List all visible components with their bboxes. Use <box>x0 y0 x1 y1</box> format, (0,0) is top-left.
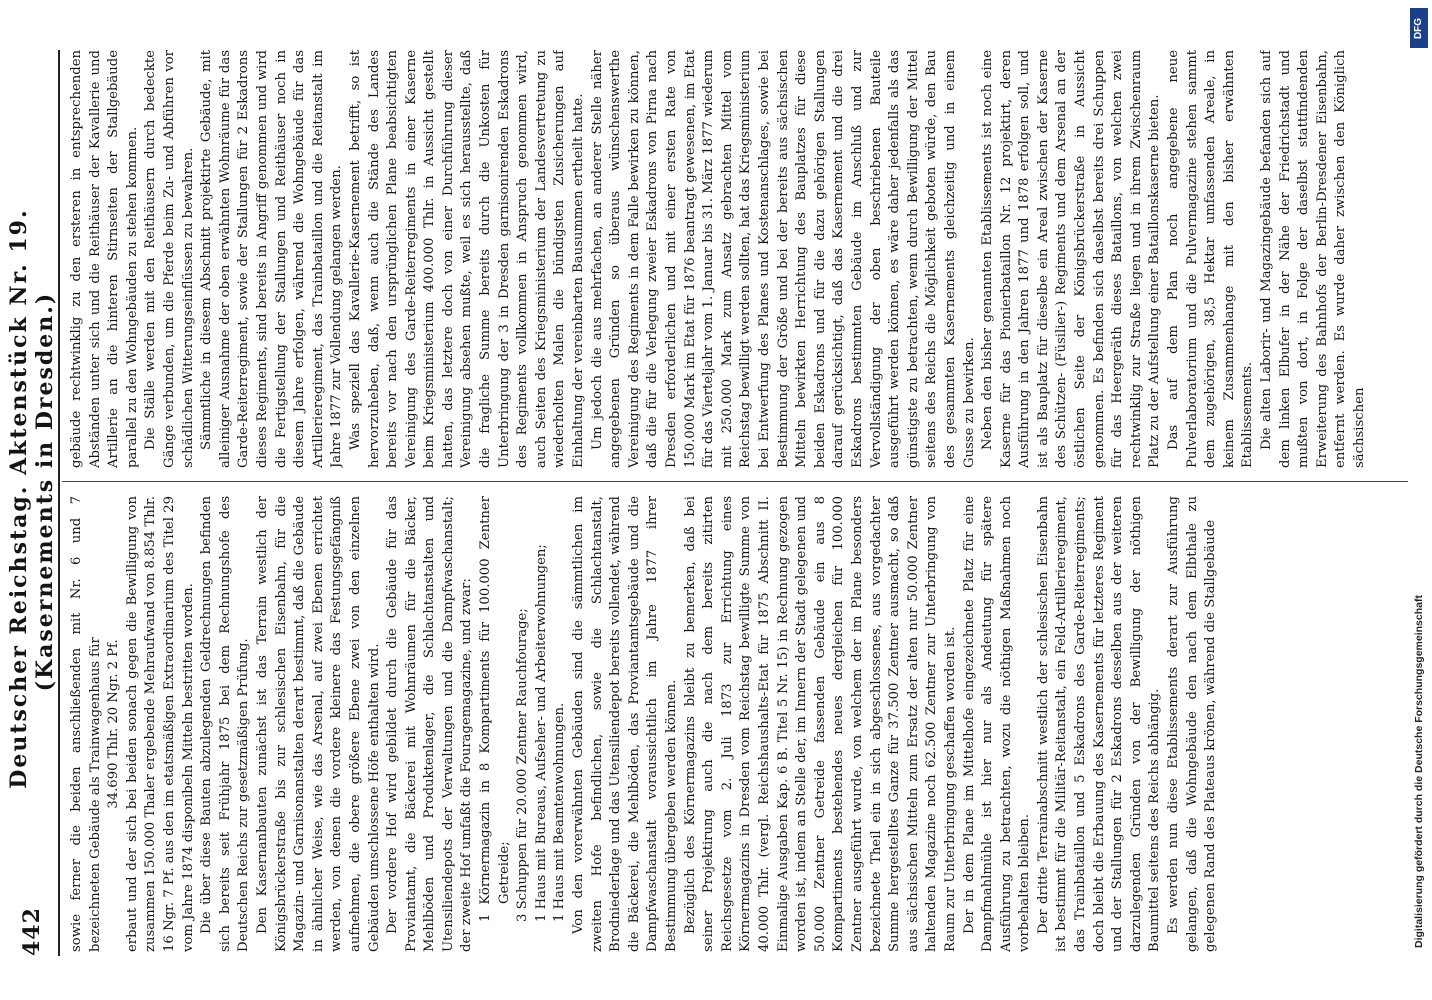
paragraph: Die Ställe werden mit den Reithäusern durch bedeckte Gänge verbunden, um die Pferde beim Zu- und Abführen vor schädlichen Witterungseinflüssen zu bewahren. <box>143 50 196 468</box>
paragraph: gebäude rechtwinklig zu den ersteren in entsprechenden Abständen unter sich und die Reithäuser der Kavallerie und Artillerie an die hinteren Stirnseiten der Stallgebäude parallel zu den Wohngebäuden zu stehen kommen. <box>69 50 140 468</box>
paragraph: Die über diese Bauten abzulegenden Geldrechnungen befinden sich bereits seit Frühjahr 1875 bei dem Rechnungshofe des Deutschen Reichs zur gesetzmäßigen Prüfung. <box>199 496 252 952</box>
column-divider <box>62 481 1408 482</box>
paragraph: Der vordere Hof wird gebildet durch die Gebäude für das Proviantamt, die Bäckerei mit Wohnräumen für die Bäcker, Mehlböden und Produktenlager, die Schlachtanstalten und Utensiliendepots der Verwaltungen und die Dampfwaschanstalt; der zweite Hof umfaßt die Fouragemagazine, und zwar: <box>385 496 475 952</box>
paragraph: sowie ferner die beiden anschließenden mit Nr. 6 und 7 bezeichneten Gebäude als Trainwagenhaus für <box>69 496 103 952</box>
paragraph: Von den vorerwähnten Gebäuden sind die sämmtlichen im zweiten Hofe befindlichen, sowie die Schlachtanstalt, Brodniederlage und das Utensiliendepot bereits vollendet, während die Bäckerei, die Mehlböden, das Proviantamtsgebäude und die Dampfwaschanstalt voraussichtlich im Jahre 1877 ihrer Bestimmung übergeben werden können. <box>571 496 679 952</box>
paragraph: Neben den bisher genannten Etablissements ist noch eine Kaserne für das Pionierbataillon Nr. 12 projektirt, deren Ausführung in den Jahren 1877 und 1878 erfolgen soll, und ist als Bauplatz für dieselbe ein Areal zwischen der Kaserne des Schützen- (Füsilier-) Regiments und dem Arsenal an der östlichen Seite der Königsbrückerstraße in Aussicht genommen. Es befinden sich daselbst bereits drei Schuppen für das Heergeräth dieses Bataillons, von welchen zwei rechtwinklig zur Straße liegen und in ihrem Zwischenraum Platz zu der Aufstellung einer Bataillonskaserne bieten. <box>980 50 1163 468</box>
paragraph: Was speziell das Kavallerie-Kasernement betrifft, so ist hervorzuheben, daß, wenn auch die Stände des Landes bereits vor nach den ursprünglichen Plane beabsichtigten Vereinigung des Garde-Reiterregiments in einer Kaserne beim Kriegsministerium 400.000 Thlr. in Aussicht gestellt hatten, das letztere doch von einer Durchführung dieser Vereinigung absehen mußte, weil es sich herausstellte, daß die fragliche Summe bereits durch die Unkosten für Unterbringung der 3 in Dresden garnisonirenden Eskadrons des Regiments vollkommen in Anspruch genommen wird, auch Seiten des Kriegsministerium der Landesvertretung zu wiederholten Malen die bündigsten Zusicherungen auf Einhaltung der vereinbarten Bausummen ertheilt hatte. <box>347 50 587 468</box>
paragraph: Es werden nun diese Etablissements derart zur Ausführung gelangen, daß die Wohngebäude den nach dem Elbthale zu gelegenen Rand des Plateaus krönen, während die Stallgebäude <box>1166 496 1219 952</box>
paragraph: Die alten Laborir- und Magazingebäude befanden sich auf dem linken Elbufer in der Nähe der Friedrichstadt und mußten von dort, in Folge der daselbst stattfindenden Erweiterung des Bahnhofs der Berlin-Dresdener Eisenbahn, entfernt werden. Es wurde daher zwischen den Königlich sächsischen <box>1259 50 1367 468</box>
paragraph: Den Kasernanbauten zunächst ist das Terrain westlich der Königsbrückerstraße bis zur schlesischen Eisenbahn, für die Magazin- und Garnisonanstalten derart bestimmt, daß die Gebäude in ähnlicher Weise, wie das Arsenal, auf zwei Ebenen errichtet werden, von denen die vordere kleinere das Festungsgefängniß aufnehmen, die obere größere Ebene zwei von den einzelnen Gebäuden umschlossene Höfe enthalten wird. <box>254 496 382 952</box>
paragraph: Der in dem Plane im Mittelhofe eingezeichnete Platz für eine Dampfmahlmühle ist hier nur als Andeutung für spätere Ausführung zu betrachten, wozu die nöthigen Maßnahmen noch vorbehalten bleiben. <box>961 496 1033 952</box>
dfg-logo-text: DFG <box>1413 17 1425 39</box>
right-column <box>68 50 1412 468</box>
list-item: 3 Schuppen für 20.000 Zentner Rauchfourage; <box>515 608 531 922</box>
paragraph: Der dritte Terrainabschnitt westlich der schlesischen Eisenbahn ist bestimmt für die Militär-Reitanstalt, ein Feld-Artillerieregiment, das Trainbataillon und 5 Eskadrons des Garde-Reiterregiments; doch bleibt die Erbauung des Kasernements für letzteres Regiment und der Stallungen für 2 Eskadrons desselben aus der weiteren darzulegenden Gründen von der Bewilligung der nöthigen Baumittel seitens des Reichs abhängig. <box>1035 496 1163 952</box>
paragraph: Sämmtliche in diesem Abschnitt projektirte Gebäude, mit alleiniger Ausnahme der oben erwähnten Wohnräume für das Garde-Reiterregiment, sowie der Stallungen für 2 Eskadrons dieses Regiments, sind bereits in Angriff genommen und wird die Fertigstellung der Stallungen und Reithäuser noch in diesem Jahre erfolgen, während die Wohngebäude für das Artillerieregiment, das Trainbataillon und die Reitanstalt im Jahre 1877 zur Vollendung gelangen werden. <box>199 50 345 468</box>
paragraph: Das auf dem Plan noch angegebene neue Pulverlaboratorium und die Pulvermagazine stehen sammt dem zugehörigen, 38,5 Hektar umfassenden Areale, in keinem Zusammenhange mit den bisher erwähnten Etablissements. <box>1166 50 1256 468</box>
dfg-credit-text: Digitalisierung gefördert durch die Deutsche Forschungsgemeinschaft <box>1413 595 1425 948</box>
paragraph: erbaut und der sich bei beiden sonach gegen die Bewilligung von zusammen 150.000 Thaler ergebende Mehraufwand von 8.854 Thlr. 16 Ngr. 7 Pf. aus den im etatsmäßigen Extraordinarium des Titel 29 vom Jahre 1874 disponibeln Mitteln bestritten worden. <box>124 496 196 952</box>
paragraph: Bezüglich des Körnermagazins bleibt zu bemerken, daß bei seiner Projektirung auch die nach dem bereits zitirten Reichsgesetze vom 2. Juli 1873 zur Errichtung eines Körnermagazins in Dresden vom Reichstag bewilligte Summe von 40.000 Thlr. (vergl. Reichshaushalts-Etat für 1875 Abschnitt II. Einmalige Ausgaben Kap. 6 B. Titel 5 Nr. 15) in Rechnung gezogen worden ist, indem an Stelle der, im Innern der Stadt gelegenen und 50.000 Zentner Getreide fassenden Gebäude ein aus 8 Kompartiments bestehendes neues dergleichen für 100.000 Zentner ausgeführt wurde, von welchem der im Plane besonders bezeichnete Theil ein in sich abgeschlossenes, aus vorgedachter Summe hergestelltes Ganze für 37.500 Zentner ausmacht, so daß aus sächsischen Mitteln zum Ersatz der alten nur 50.000 Zentner haltenden Magazine noch 62.500 Zentner zur Unterbringung von Raum zur Unterbringung geschaffen worden ist. <box>682 496 958 952</box>
list-item: 1 Haus mit Bureaus, Aufseher- und Arbeiterwohnungen; <box>533 544 549 922</box>
running-title-subtitle: (Kasernements in Dresden.) <box>32 291 58 692</box>
paragraph: Um jedoch die aus mehrfachen, an anderer Stelle näher angegebenen Gründen so überaus wünschenswerthe Vereinigung des Regiments in dem Falle bewirken zu können, daß die für die Verlegung zweier Eskadrons von Pirna nach Dresden erforderlichen und mit einer ersten Rate von 150.000 Mark im Etat für 1876 beantragt gewesenen, im Etat für das Vierteljahr vom 1. Januar bis 31. März 1877 wiederum mit 250.000 Mark zum Ansatz gebrachten Mittel vom Reichstag bewilligt werden sollten, hat das Kriegsministerium bei Entwerfung des Planes und Kostenanschlages, sowie bei Bestimmung der Größe und bei der bereits aus sächsischen Mitteln bewirkten Herrichtung des Bauplatzes für diese beiden Eskadrons und für die dazu gehörigen Stallungen darauf gerücksichtigt, daß das Kasernement und die drei Eskadrons bestimmten Gebäude im Anschluß und zur Vervollständigung der oben beschriebenen Bauteile ausgeführt werden können, es wäre daher jedenfalls als das günstigste zu betrachten, wenn durch Bewilligung der Mittel seitens des Reichs die Möglichkeit geboten würde, den Bau des gesammten Kasernements gleichzeitig und in einem Gusse zu bewirken. <box>589 50 977 468</box>
list-item: 1 Körnermagazin in 8 Kompartiments für 100.000 Zentner Getreide; <box>478 496 512 922</box>
magazine-list <box>477 496 570 952</box>
list-item: 1 Haus mit Beamtenwohnungen. <box>552 702 568 922</box>
page-number: 442 <box>19 907 45 956</box>
amount-line: 34.690 Thlr. 20 Ngr. 2 Pf. <box>106 639 122 809</box>
header-rule <box>58 50 60 956</box>
page-header <box>6 50 58 956</box>
running-title <box>6 90 58 907</box>
dfg-credit-strip <box>1410 0 1428 1000</box>
left-column <box>68 496 1412 952</box>
dfg-logo <box>1410 8 1428 48</box>
running-title-main: Deutscher Reichstag. Aktenstück Nr. 19. <box>6 208 32 789</box>
